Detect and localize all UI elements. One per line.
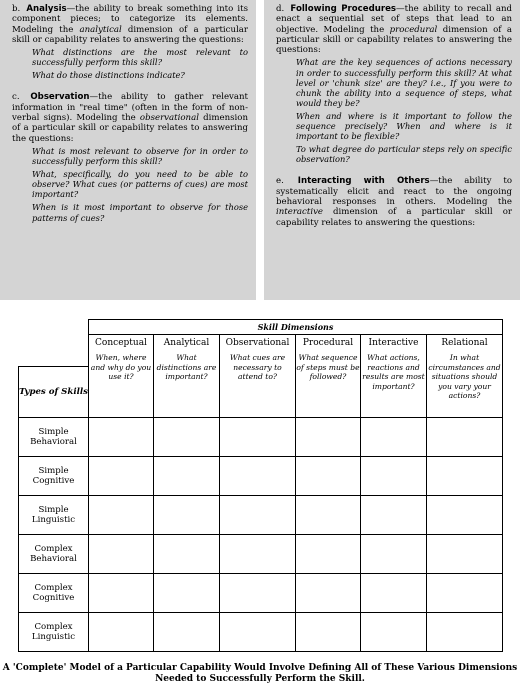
dimension-question: When, where and why do you use it?	[90, 353, 152, 382]
item-marker-c: c.	[12, 92, 20, 103]
observation-question: What is most relevant to observe for in order to successfully perform this skill?	[32, 145, 248, 167]
table-cell	[361, 457, 427, 496]
table-cell	[154, 496, 220, 535]
row-label: Complex Cognitive	[19, 574, 89, 613]
dimension-name: Relational	[441, 338, 488, 348]
table-row	[19, 574, 503, 613]
dimension-header	[361, 335, 427, 418]
item-marker-e: e.	[276, 176, 284, 187]
table-cell	[220, 574, 296, 613]
interacting-paragraph	[276, 176, 512, 227]
row-label: Complex Linguistic	[19, 613, 89, 652]
table-cell	[427, 418, 503, 457]
right-text-panel	[264, 0, 520, 300]
analysis-text-2: dimension of a particular skill or capability relates to answering the questions:	[12, 24, 248, 45]
dimension-header	[296, 335, 361, 418]
table-cell	[154, 418, 220, 457]
interacting-heading: Interacting with Others	[297, 176, 430, 187]
table-cell	[361, 418, 427, 457]
interacting-italic: interactive	[276, 207, 324, 218]
table-cell	[296, 457, 361, 496]
interacting-text-2: dimension of a particular skill or capability relates to answering the questions:	[276, 207, 512, 228]
table-cell	[220, 457, 296, 496]
table-cell	[220, 418, 296, 457]
table-cell	[296, 613, 361, 652]
dimension-name: Observational	[225, 338, 290, 348]
table-cell	[89, 418, 154, 457]
table-row	[19, 457, 503, 496]
row-label: Simple Cognitive	[19, 457, 89, 496]
dimension-header	[89, 335, 154, 418]
left-text-panel	[0, 0, 256, 300]
observation-paragraph	[12, 92, 248, 143]
analysis-paragraph	[12, 4, 248, 45]
table-cell	[89, 457, 154, 496]
dimension-question: What distinctions are important?	[156, 353, 217, 382]
table-cell	[361, 496, 427, 535]
procedures-question: When and where is it important to follow the sequence precisely? When and where is it important to be flexible?	[296, 110, 512, 142]
table-corner-blank	[19, 335, 89, 367]
procedures-text-2: dimension of a particular skill or capability relates to answering the questions:	[276, 24, 512, 56]
table-cell	[361, 613, 427, 652]
procedures-italic: procedural	[389, 24, 438, 35]
table-cell	[154, 574, 220, 613]
dimension-header	[427, 335, 503, 418]
procedures-question: What are the key sequences of actions necessary in order to successfully perform this skill? At what level or 'chunk size' are they? i.e., If you were to chunk the ability into a sequence of steps, what would they be?	[296, 57, 512, 108]
row-label: Simple Behavioral	[19, 418, 89, 457]
types-of-skills-label: Types of Skills	[19, 367, 89, 418]
dimension-header	[154, 335, 220, 418]
observation-question: When is it most important to observe for those patterns of cues?	[32, 202, 248, 223]
table-cell	[296, 535, 361, 574]
analysis-heading: Analysis	[26, 4, 67, 14]
item-marker-d: d.	[276, 4, 285, 14]
table-cell	[427, 574, 503, 613]
analysis-italic: analytical	[79, 24, 122, 35]
table-cell	[89, 496, 154, 535]
dimension-name: Procedural	[302, 338, 354, 348]
table-title: Skill Dimensions	[89, 320, 503, 335]
procedures-text-1: —the ability to recall and enact a sequential set of steps that lead to an objective. Modeling the	[276, 4, 513, 35]
table-cell	[89, 613, 154, 652]
table-cell	[89, 574, 154, 613]
table-row	[19, 496, 503, 535]
table-cell	[361, 535, 427, 574]
analysis-question: What distinctions are the most relevant to successfully perform this skill?	[32, 47, 248, 68]
table-cell	[154, 457, 220, 496]
table-cell	[296, 574, 361, 613]
dimension-question: What actions, reactions and results are most important?	[362, 353, 425, 391]
table-row	[19, 535, 503, 574]
dimension-name: Conceptual	[95, 338, 147, 348]
observation-text-2: dimension of a particular skill or capability relates to answering the questions:	[12, 113, 248, 144]
table-cell	[89, 535, 154, 574]
table-cell	[220, 496, 296, 535]
table-cell	[154, 613, 220, 652]
procedures-heading: Following Procedures	[290, 4, 397, 14]
table-cell	[427, 457, 503, 496]
row-label: Complex Behavioral	[19, 535, 89, 574]
table-cell	[361, 574, 427, 613]
table-corner-blank	[19, 320, 89, 335]
skill-dimensions-table	[18, 319, 503, 652]
dimension-question: In what circumstances and situations should you vary your actions?	[428, 353, 501, 401]
figure-caption: A 'Complete' Model of a Particular Capability Would Involve Defining All of These Various Dimensions Needed to Successfully Perform the Skill.	[2, 663, 518, 684]
procedures-question: To what degree do particular steps rely on specific observation?	[296, 144, 512, 165]
procedures-paragraph	[276, 4, 512, 55]
interacting-text-1: —the ability to systematically elicit and react to the ongoing behavioral responses in others. Modeling the	[276, 176, 513, 208]
analysis-text-1: —the ability to break something into its component pieces; to categorize its elements. Modeling the	[12, 4, 248, 35]
table-cell	[220, 535, 296, 574]
row-label: Simple Linguistic	[19, 496, 89, 535]
table-cell	[296, 496, 361, 535]
observation-text-1: —the ability to gather relevant information in "real time" (often in the form of non-verbal signs). Modeling the	[12, 92, 248, 124]
dimension-name: Interactive	[368, 338, 419, 348]
dimension-name: Analytical	[163, 338, 210, 348]
table-cell	[220, 613, 296, 652]
table-cell	[427, 496, 503, 535]
table-cell	[154, 535, 220, 574]
observation-heading: Observation	[30, 92, 90, 103]
table-cell	[427, 613, 503, 652]
table-cell	[427, 535, 503, 574]
observation-question: What, specifically, do you need to be able to observe? What cues (or patterns of cues) are most important?	[32, 169, 248, 200]
table-row	[19, 613, 503, 652]
item-marker-b: b.	[12, 4, 21, 14]
table-cell	[296, 418, 361, 457]
dimension-header	[220, 335, 296, 418]
dimension-question: What cues are necessary to attend to?	[229, 353, 286, 382]
table-row	[19, 418, 503, 457]
analysis-question: What do those distinctions indicate?	[32, 70, 185, 81]
dimension-question: What sequence of steps must be followed?	[296, 353, 360, 382]
observation-italic: observational	[139, 113, 199, 124]
